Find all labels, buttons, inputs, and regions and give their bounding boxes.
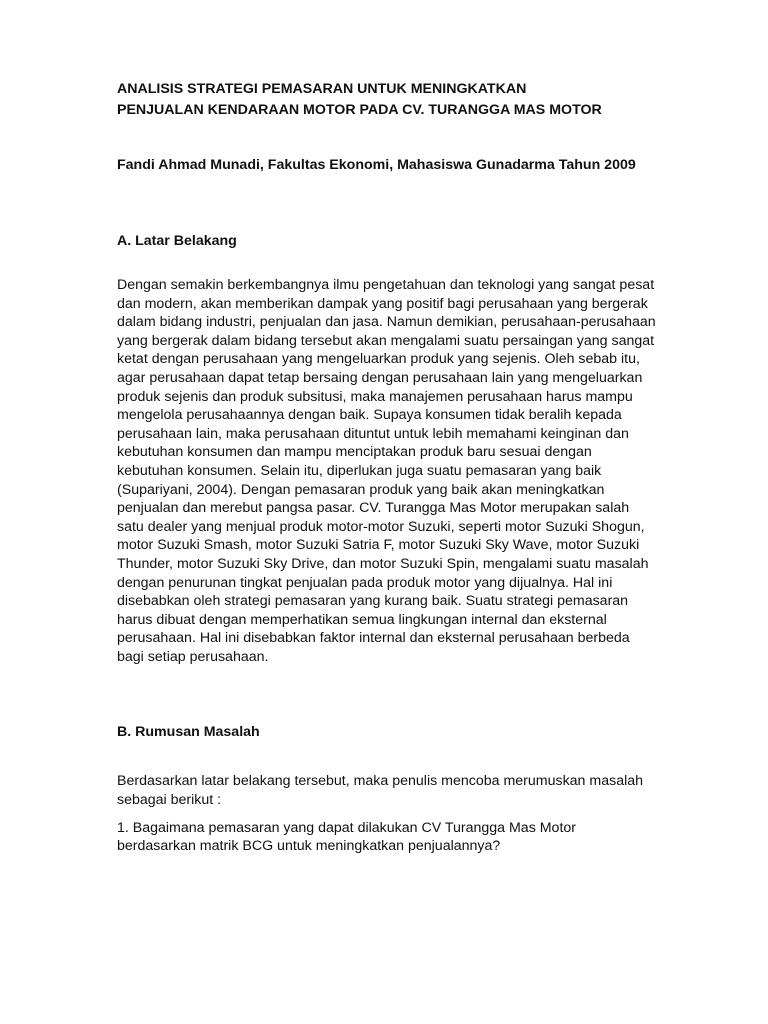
author-line: Fandi Ahmad Munadi, Fakultas Ekonomi, Mahasiswa Gunadarma Tahun 2009 bbox=[117, 157, 636, 173]
section-b-intro: Berdasarkan latar belakang tersebut, maka penulis mencoba merumuskan masalah sebagai berikut : bbox=[117, 773, 644, 809]
document-title: ANALISIS STRATEGI PEMASARAN UNTUK MENINGKATKAN PENJUALAN KENDARAAN MOTOR PADA CV. TURANGGA MAS MOTOR bbox=[117, 81, 602, 118]
section-b-heading: B. Rumusan Masalah bbox=[117, 724, 260, 741]
section-b-item-1: 1. Bagaimana pemasaran yang dapat dilakukan CV Turangga Mas Motor berdasarkan matrik BCG untuk meningkatkan penjualannya? bbox=[117, 819, 577, 855]
document-content bbox=[117, 79, 657, 856]
section-a-heading: A. Latar Belakang bbox=[117, 233, 237, 249]
section-a-paragraph: Dengan semakin berkembangnya ilmu pengetahuan dan teknologi yang sangat pesat dan modern, akan memberikan dampak yang positif bagi perusahaan yang bergerak dalam bidang industri, penjualan dan jasa. Namun demikian, perusahaan-perusahaan yang bergerak dalam bidang tersebut akan mengalami suatu persaingan yang sangat ketat dengan perusahaan yang mengeluarkan produk yang sejenis. Oleh sebab itu, agar perusahaan dapat tetap bersaing dengan perusahaan lain yang mengeluarkan produk sejenis dan produk subsitusi, maka manajemen perusahaan harus mampu mengelola perusahaannya dengan baik. Supaya konsumen tidak beralih kepada perusahaan lain, maka perusahaan dituntut untuk lebih memahami keinginan dan kebutuhan konsumen dan mampu menciptakan produk baru sesuai dengan kebutuhan konsumen. Selain itu, diperlukan juga suatu pemasaran yang baik (Supariyani, 2004). Dengan pemasaran produk yang baik akan meningkatkan penjualan dan merebut pangsa pasar. CV. Turangga Mas Motor merupakan salah satu dealer yang menjual produk motor-motor Suzuki, seperti motor Suzuki Shogun, motor Suzuki Smash, motor Suzuki Satria F, motor Suzuki Sky Wave, motor Suzuki Thunder, motor Suzuki Sky Drive, dan motor Suzuki Spin, mengalami suatu masalah dengan penurunan tingkat penjualan pada produk motor yang dijualnya. Hal ini disebabkan oleh strategi pemasaran yang kurang baik. Suatu strategi pemasaran harus dibuat dengan memperhatikan semua lingkungan internal dan eksternal perusahaan. Hal ini disebabkan faktor internal dan eksternal perusahaan berbeda bagi setiap perusahaan. bbox=[117, 277, 656, 665]
